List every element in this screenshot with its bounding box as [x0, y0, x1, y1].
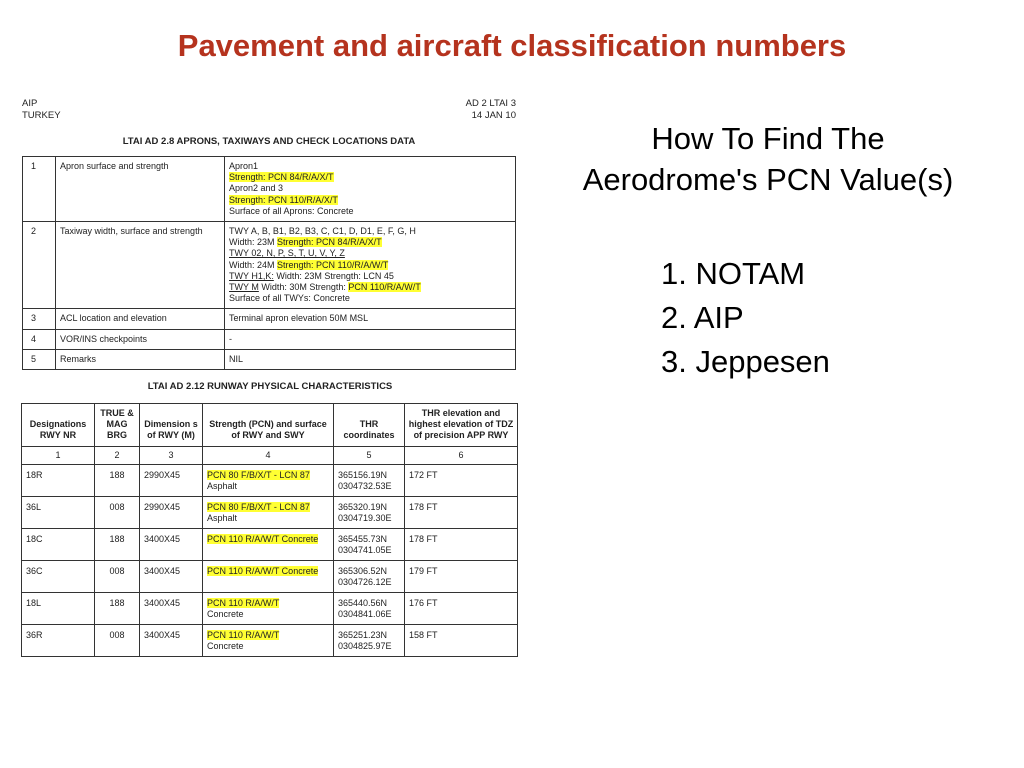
runway-bearing: 008: [95, 496, 140, 528]
row-line: TWY H1,K:: [229, 270, 274, 281]
table-row: [23, 309, 516, 329]
row-label: Taxiway width, surface and strength: [56, 222, 225, 309]
column-header: TRUE & MAG BRG: [95, 404, 140, 447]
row-value: [225, 157, 516, 222]
section-title-aprons: LTAI AD 2.8 APRONS, TAXIWAYS AND CHECK LOCATIONS DATA: [122, 136, 416, 147]
table-row: [23, 222, 516, 309]
column-header: Strength (PCN) and surface of RWY and SWY: [203, 404, 334, 447]
row-number: 2: [23, 222, 56, 309]
row-line: Width: 23M Strength: LCN 45: [276, 270, 394, 281]
runway-bearing: 008: [95, 624, 140, 656]
row-line: Width: 23M: [229, 237, 275, 248]
list-item: 1. NOTAM: [661, 256, 806, 291]
row-line: Apron1: [229, 161, 259, 171]
table-row: [22, 528, 518, 560]
highlighted-pcn: PCN 110 R/A/W/T Concrete: [207, 533, 319, 544]
row-line: TWY A, B, B1, B2, B3, C, C1, D, D1, E, F, G, H: [229, 226, 416, 237]
row-value: [225, 222, 516, 309]
thr-elevation: 179 FT: [405, 560, 518, 592]
column-number: 6: [405, 446, 518, 464]
thr-lat: 365440.56N: [338, 597, 388, 608]
row-label: VOR/INS checkpoints: [56, 329, 225, 349]
highlighted-pcn: PCN 110 R/A/W/T Concrete: [207, 565, 319, 576]
column-header: Designations RWY NR: [22, 404, 95, 447]
runway-strength: [203, 624, 334, 656]
runway-designation: 18R: [22, 464, 95, 496]
runway-surface: Asphalt: [207, 513, 238, 524]
runway-strength: [203, 496, 334, 528]
doc-header-page: AD 2 LTAI 3: [465, 98, 516, 109]
thr-elevation: 172 FT: [405, 464, 518, 496]
highlighted-pcn: PCN 110 R/A/W/T: [207, 629, 280, 640]
highlighted-pcn: PCN 80 F/B/X/T - LCN 87: [207, 469, 310, 480]
section-title-runways: LTAI AD 2.12 RUNWAY PHYSICAL CHARACTERISTICS: [147, 381, 393, 392]
list-item: 3. Jeppesen: [661, 344, 830, 379]
runway-dimensions: 3400X45: [140, 528, 203, 560]
runway-designation: 36R: [22, 624, 95, 656]
thr-coordinates: [334, 528, 405, 560]
thr-lon: 0304732.53E: [338, 481, 392, 492]
row-line: Apron2 and 3: [229, 183, 284, 194]
row-line: TWY 02, N, P, S, T, U, V, Y, Z: [229, 248, 345, 259]
doc-header-aip: AIP: [22, 98, 38, 109]
thr-lat: 365455.73N: [338, 533, 388, 544]
aprons-table: [22, 156, 516, 370]
howto-heading: [548, 118, 988, 200]
thr-coordinates: [334, 592, 405, 624]
row-label: ACL location and elevation: [56, 309, 225, 329]
runway-bearing: 008: [95, 560, 140, 592]
table-row: [22, 560, 518, 592]
runway-dimensions: 3400X45: [140, 560, 203, 592]
runway-table: [21, 403, 518, 657]
row-value: -: [225, 329, 516, 349]
thr-elevation: 178 FT: [405, 496, 518, 528]
runway-dimensions: 3400X45: [140, 592, 203, 624]
row-label: Apron surface and strength: [56, 157, 225, 222]
row-line: Width: 30M Strength:: [261, 282, 346, 293]
row-line: Width: 24M: [229, 259, 275, 270]
thr-lon: 0304726.12E: [338, 577, 392, 588]
row-number: 5: [23, 349, 56, 369]
steps-list: [661, 252, 830, 384]
column-number: 5: [334, 446, 405, 464]
runway-strength: [203, 592, 334, 624]
column-header: Dimension s of RWY (M): [140, 404, 203, 447]
thr-lat: 365306.52N: [338, 565, 388, 576]
row-line: TWY M: [229, 282, 259, 293]
runway-strength: [203, 560, 334, 592]
column-number: 3: [140, 446, 203, 464]
table-row: [22, 464, 518, 496]
row-number: 4: [23, 329, 56, 349]
list-item: 2. AIP: [661, 300, 744, 335]
runway-bearing: 188: [95, 592, 140, 624]
table-row: [22, 496, 518, 528]
row-label: Remarks: [56, 349, 225, 369]
table-header-row: [22, 404, 518, 447]
slide-title: Pavement and aircraft classification numbers: [177, 28, 847, 63]
howto-line: How To Find The: [651, 121, 885, 156]
runway-designation: 18L: [22, 592, 95, 624]
table-row: [23, 157, 516, 222]
aip-excerpt-aprons: [20, 98, 518, 373]
thr-elevation: 178 FT: [405, 528, 518, 560]
table-row: [22, 592, 518, 624]
highlighted-strength: Strength: PCN 84/R/A/X/T: [229, 172, 334, 183]
row-line: Surface of all Aprons: Concrete: [229, 205, 354, 216]
thr-lat: 365320.19N: [338, 501, 388, 512]
thr-lon: 0304841.06E: [338, 609, 392, 620]
row-value: Terminal apron elevation 50M MSL: [225, 309, 516, 329]
runway-designation: 36C: [22, 560, 95, 592]
runway-surface: Asphalt: [207, 481, 238, 492]
highlighted-strength: Strength: PCN 110/R/A/X/T: [229, 194, 338, 205]
column-number: 4: [203, 446, 334, 464]
runway-strength: [203, 528, 334, 560]
runway-strength: [203, 464, 334, 496]
thr-coordinates: [334, 624, 405, 656]
thr-lat: 365251.23N: [338, 629, 388, 640]
thr-lat: 365156.19N: [338, 469, 388, 480]
runway-designation: 18C: [22, 528, 95, 560]
column-number: 1: [22, 446, 95, 464]
runway-dimensions: 2990X45: [140, 496, 203, 528]
runway-bearing: 188: [95, 464, 140, 496]
doc-header-country: TURKEY: [22, 110, 61, 121]
highlighted-pcn: PCN 110 R/A/W/T: [207, 597, 280, 608]
howto-line: Aerodrome's PCN Value(s): [582, 162, 954, 197]
highlighted-pcn: PCN 80 F/B/X/T - LCN 87: [207, 501, 310, 512]
runway-surface: Concrete: [207, 641, 244, 652]
runway-dimensions: 2990X45: [140, 464, 203, 496]
row-number: 3: [23, 309, 56, 329]
doc-header-date: 14 JAN 10: [471, 110, 516, 121]
thr-lon: 0304825.97E: [338, 641, 392, 652]
column-header: THR elevation and highest elevation of TDZ of precision APP RWY: [405, 404, 518, 447]
column-number: 2: [95, 446, 140, 464]
column-number-row: [22, 446, 518, 464]
runway-bearing: 188: [95, 528, 140, 560]
column-header: THR coordinates: [334, 404, 405, 447]
runway-surface: Concrete: [207, 609, 244, 620]
thr-elevation: 176 FT: [405, 592, 518, 624]
thr-lon: 0304741.05E: [338, 545, 392, 556]
highlighted-strength: Strength: PCN 110/R/A/W/T: [277, 259, 389, 270]
doc-header-right: [466, 98, 516, 122]
row-line: Surface of all TWYs: Concrete: [229, 293, 350, 304]
row-number: 1: [23, 157, 56, 222]
runway-designation: 36L: [22, 496, 95, 528]
table-row: [23, 349, 516, 369]
thr-coordinates: [334, 496, 405, 528]
highlighted-strength: Strength: PCN 84/R/A/X/T: [277, 237, 382, 248]
thr-elevation: 158 FT: [405, 624, 518, 656]
runway-dimensions: 3400X45: [140, 624, 203, 656]
row-value: NIL: [225, 349, 516, 369]
thr-coordinates: [334, 560, 405, 592]
highlighted-strength: PCN 110/R/A/W/T: [348, 282, 421, 293]
table-row: [22, 624, 518, 656]
table-row: [23, 329, 516, 349]
doc-header-left: [22, 98, 61, 122]
thr-lon: 0304719.30E: [338, 513, 392, 524]
thr-coordinates: [334, 464, 405, 496]
